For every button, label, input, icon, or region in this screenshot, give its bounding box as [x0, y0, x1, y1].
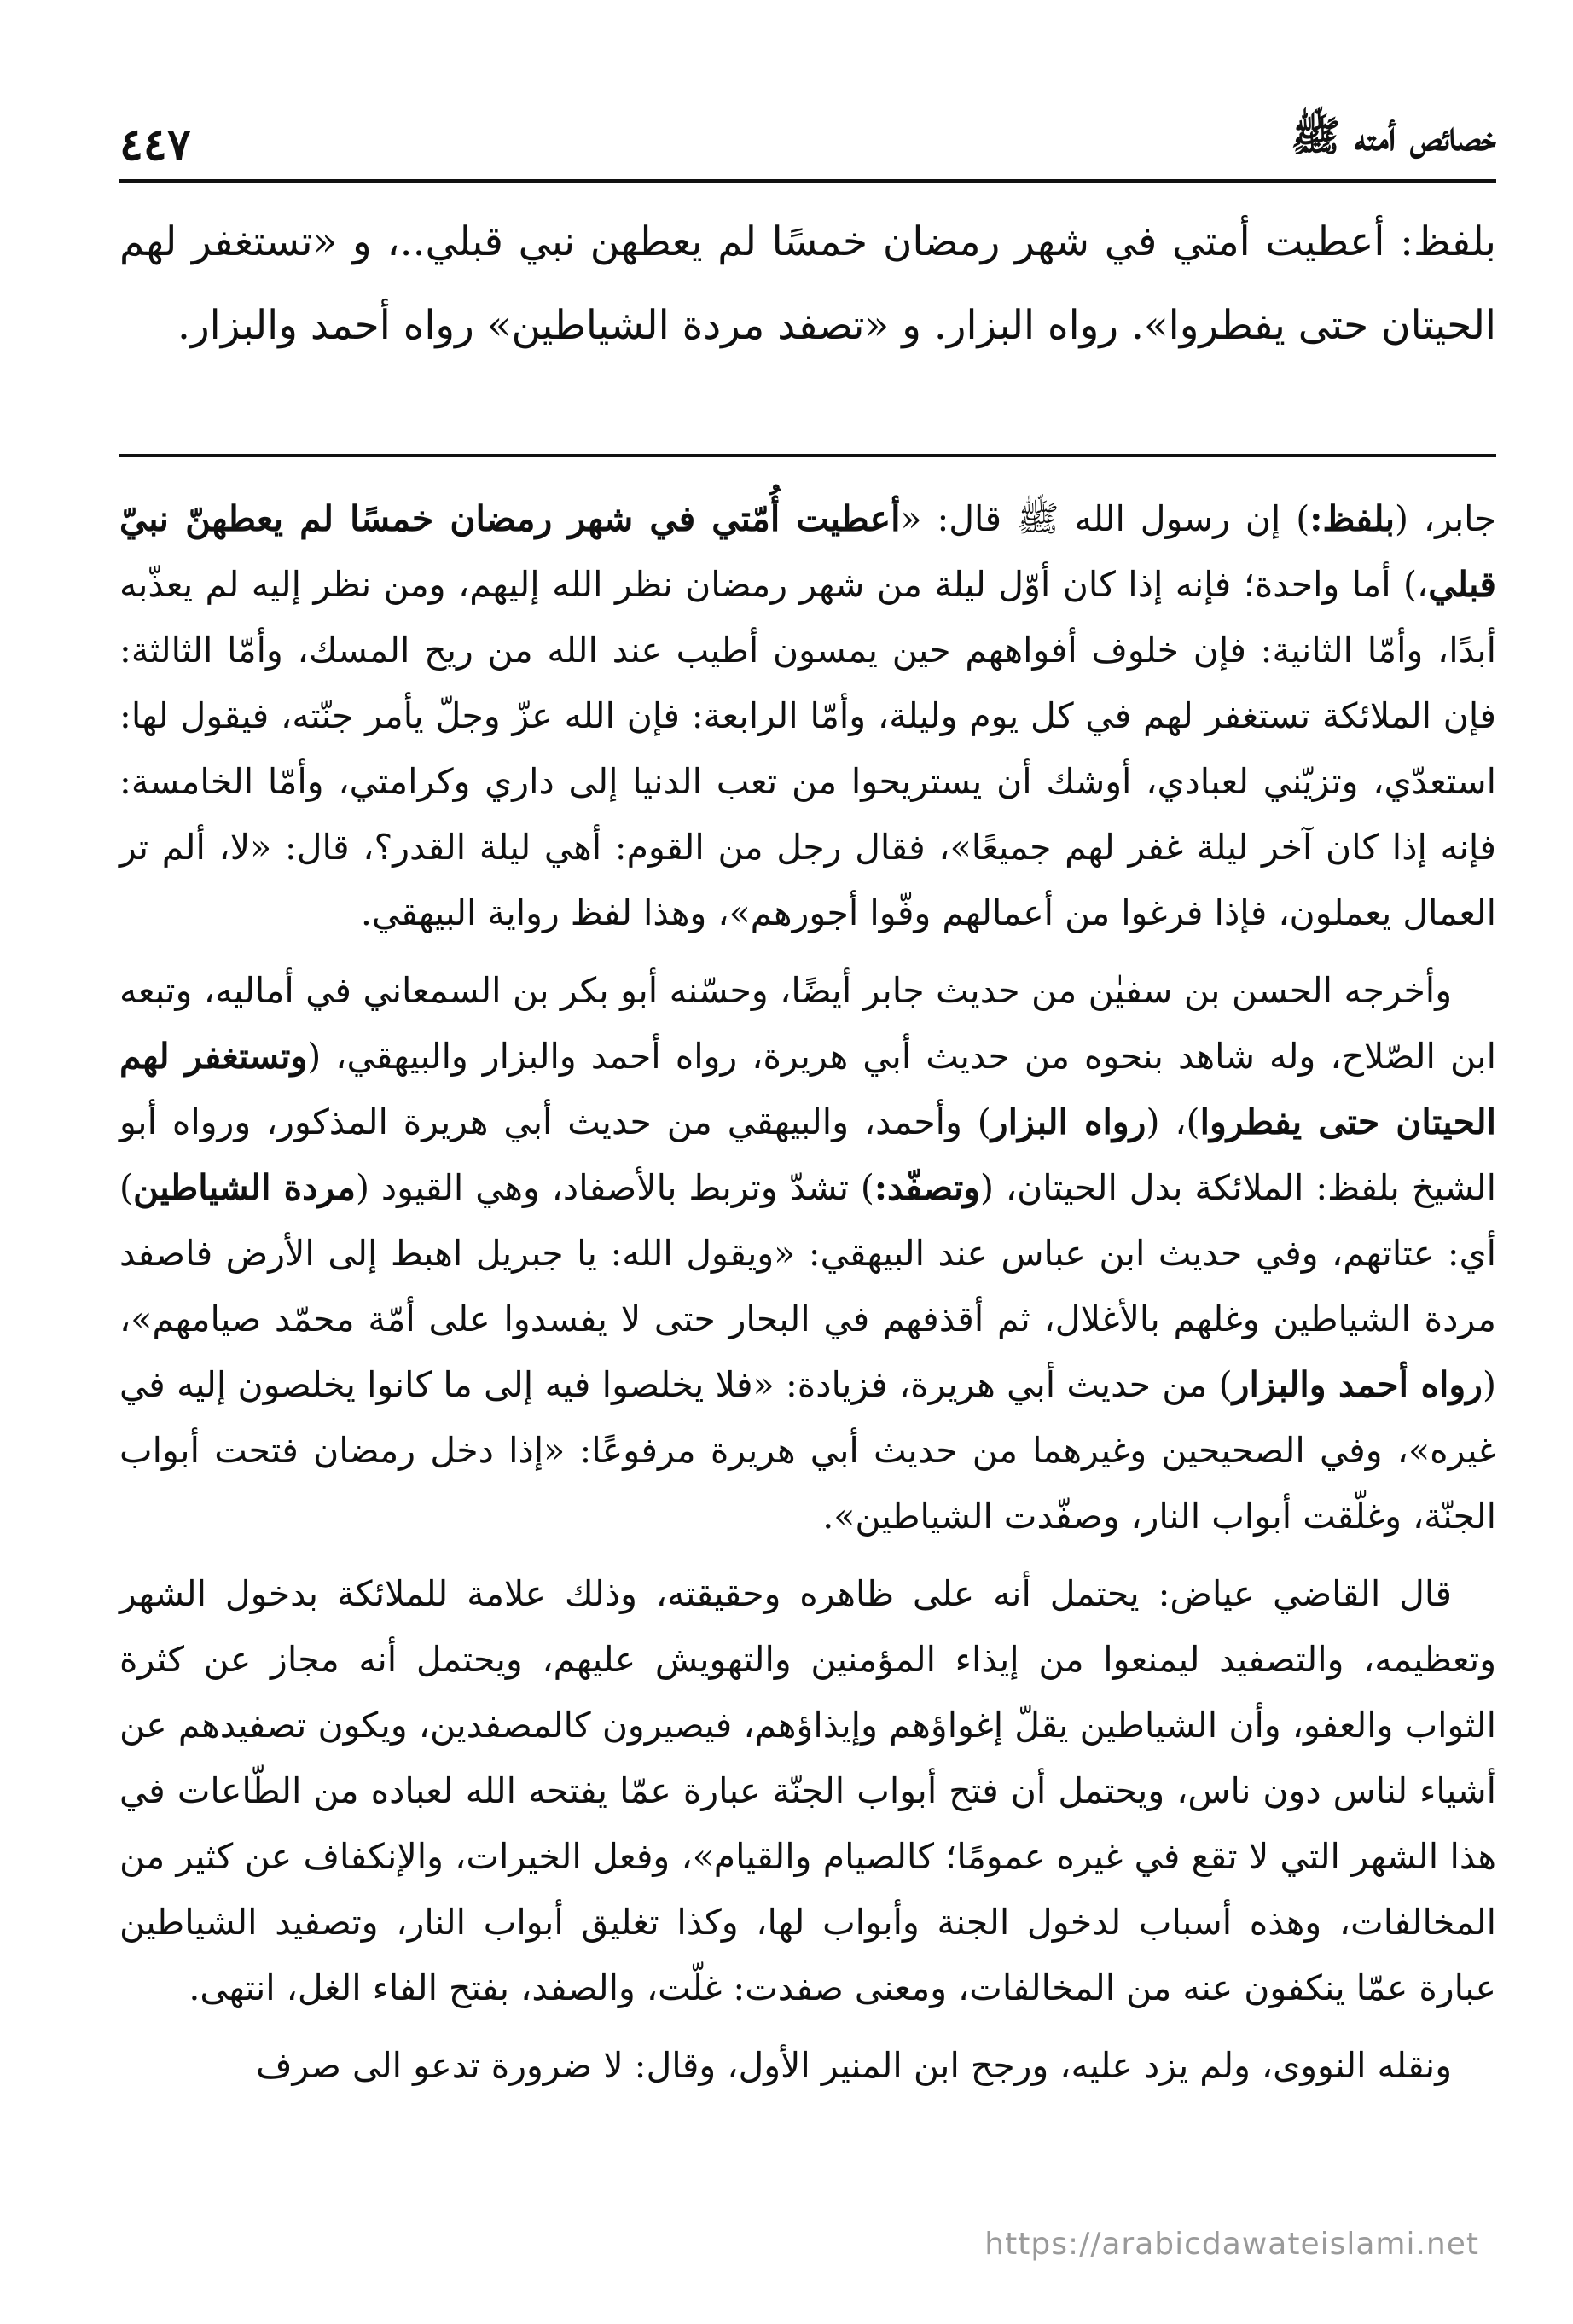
- commentary: [119, 486, 1496, 2111]
- header-rule: [119, 179, 1496, 183]
- watermark-url: https://arabicdawateislami.net: [984, 2227, 1479, 2262]
- bold-segment: رواه أحمد والبزار: [1232, 1364, 1483, 1405]
- bold-segment: مردة الشياطين: [133, 1167, 356, 1208]
- bold-segment: وتستغفر لهم الحيتان حتى يفطروا: [119, 1036, 1497, 1142]
- commentary-paragraph-1: [119, 486, 1496, 946]
- text-segment: )، (: [1146, 1101, 1200, 1142]
- text-segment: جابر، (: [1395, 498, 1496, 539]
- running-title: خصائص أمته ﷺ: [1291, 113, 1496, 160]
- commentary-paragraph-3: قال القاضي عياض: يحتمل أنه على ظاهره وحقيقته، وذلك علامة للملائكة بدخول الشهر وتعظيمه، والتصفيد ليمنعوا من إيذاء المؤمنين والتهويش عليهم، ويحتمل أنه مجاز عن كثرة الثواب والعفو، وأن الشياطين يقلّ إغواؤهم وإيذاؤهم، فيصيرون كالمصفدين، ويكون تصفيدهم عن أشياء لناس دون ناس، ويحتمل أن فتح أبواب الجنّة عبارة عمّا يفتحه الله لعباده من الطّاعات في هذا الشهر التي لا تقع في غيره عمومًا؛ كالصيام والقيام»، وفعل الخيرات، والإنكفاف عن كثير من المخالفات، وهذه أسباب لدخول الجنة وأبواب لها، وكذا تغليق أبواب النار، وتصفيد الشياطين عبارة عمّا ينكفون عنه من المخالفات، ومعنى صفدت: غلّت، والصفد، بفتح الفاء الغل، انتهى.: [119, 1573, 1496, 2008]
- main-text-body: بلفظ: أعطيت أمتي في شهر رمضان خمسًا لم يعطهن نبي قبلي..، و «تستغفر لهم الحيتان حتى يفطروا». رواه البزار. و «تصفد مردة الشياطين» رواه أحمد والبزار.: [119, 218, 1496, 349]
- text-segment: وأخرجه الحسن بن سفيٰن من حديث جابر أيضًا، وحسّنه أبو بكر بن السمعاني في أماليه، وتبعه ابن الصّلاح، وله شاهد بنحوه من حديث أبي هريرة، رواه أحمد والبزار والبيهقي، (: [119, 970, 1496, 1077]
- text-segment: ) إن رسول الله ﷺ قال: «: [900, 498, 1310, 539]
- page-header: [119, 94, 1496, 171]
- text-segment: ) وأحمد، والبيهقي من حديث أبي هريرة المذكور، ورواه أبو الشيخ بلفظ: الملائكة بدل الحيتان، (: [119, 1101, 1496, 1208]
- bold-segment: رواه البزار: [990, 1101, 1146, 1142]
- bold-segment: أعطيت أُمّتي في شهر رمضان خمسًا لم يعطهنّ نبيّ قبلي: [119, 498, 1496, 605]
- text-segment: ) من حديث أبي هريرة، فزيادة: «فلا يخلصوا فيه إلى ما كانوا يخلصون إليه في غيره»، وفي الصحيحين وغيرهما من حديث أبي هريرة مرفوعًا: «إذا دخل رمضان فتحت أبواب الجنّة، وغلّقت أبواب النار، وصفّدت الشياطين».: [119, 1364, 1496, 1537]
- bold-segment: وتصفّد:: [874, 1167, 981, 1208]
- commentary-paragraph-2: [119, 958, 1496, 1549]
- text-segment: ) تشدّ وتربط بالأصفاد، وهي القيود (: [356, 1167, 874, 1208]
- bold-segment: بلفظ:: [1309, 498, 1395, 539]
- page-number: ٤٤٧: [119, 119, 191, 171]
- text-segment: ) أي: عتاتهم، وفي حديث ابن عباس عند البيهقي: «ويقول الله: يا جبريل اهبط إلى الأرض فاصفد مردة الشياطين وغلهم بالأغلال، ثم أقذفهم في البحار حتى لا يفسدوا على أمّة محمّد صيامهم»، (: [119, 1167, 1496, 1405]
- main-text: [119, 200, 1496, 368]
- commentary-divider: [119, 454, 1496, 457]
- text-segment: ،) أما واحدة؛ فإنه إذا كان أوّل ليلة من شهر رمضان نظر الله إليهم، ومن نظر إليه لم يعذّبه أبدًا، وأمّا الثانية: فإن خلوف أفواههم حين يمسون أطيب عند الله من ريح المسك، وأمّا الثالثة: فإن الملائكة تستغفر لهم في كل يوم وليلة، وأمّا الرابعة: فإن الله عزّ وجلّ يأمر جنّته، فيقول لها: استعدّي، وتزيّني لعبادي، أوشك أن يستريحوا من تعب الدنيا إلى داري وكرامتي، وأمّا الخامسة: فإنه إذا كان آخر ليلة غفر لهم جميعًا»، فقال رجل من القوم: أهي ليلة القدر؟، قال: «لا، ألم تر العمال يعملون، فإذا فرغوا من أعمالهم وفّوا أجورهم»، وهذا لفظ رواية البيهقي.: [119, 564, 1496, 933]
- commentary-paragraph-4: ونقله النووى، ولم يزد عليه، ورجح ابن المنير الأول، وقال: لا ضرورة تدعو الى صرف: [256, 2045, 1452, 2086]
